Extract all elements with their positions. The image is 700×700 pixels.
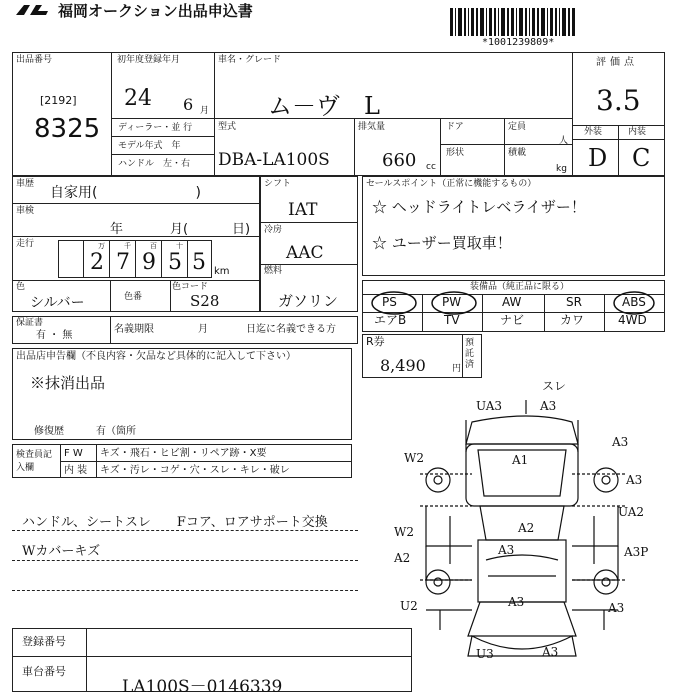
displacement-label: 排気量: [358, 122, 386, 132]
damage-mark: A3: [608, 601, 625, 615]
lot-label: 出品番号: [16, 55, 53, 65]
repair-value: 有（箇所: [96, 426, 136, 437]
first-reg-label: 初年度登録年月: [117, 55, 181, 65]
damage-mark: A3: [542, 645, 559, 659]
equip-leather: カワ: [560, 313, 585, 327]
declaration-label: 出品店申告欄（不良内容・欠品など具体的に記入して下さい）: [16, 351, 296, 362]
car-name-label: 車名・グレード: [218, 55, 282, 65]
displacement-value: 660: [382, 150, 417, 171]
inspector-label: 検査員記入欄: [16, 450, 53, 473]
damage-mark: A3: [498, 543, 515, 557]
dealer-row1: ディーラー・並 行: [118, 123, 193, 133]
dealer-row2: モデル年式 年: [118, 141, 181, 151]
mileage-unit-juu: 十: [176, 242, 183, 250]
usage-label: 車歴: [16, 179, 35, 189]
warranty-value: 有 ・ 無: [36, 330, 73, 341]
damage-mark: A3: [508, 595, 525, 609]
sales-point-block: [362, 176, 665, 276]
notes-line2: Wカバーキズ: [22, 544, 101, 559]
damage-mark: スレ: [542, 380, 567, 393]
inspector-fw-text: キズ・飛石・ヒビ割・リペア跡・X要: [100, 448, 267, 459]
equip-tv: TV: [444, 313, 460, 327]
shape-label: 形状: [446, 148, 465, 158]
sales-point-line1: ☆ ヘッドライトレベライザー！: [372, 198, 586, 216]
recycle-unit: 円: [452, 364, 462, 374]
aircon-label: 冷房: [264, 225, 283, 235]
damage-mark: A3: [626, 473, 643, 487]
exterior-label: 外装: [584, 127, 603, 137]
notes-line1: ハンドル、シートスレ Fコア、ロアサポート交換: [22, 515, 328, 530]
mileage-digit: 2: [90, 250, 104, 275]
mileage-unit-hyaku: 百: [150, 242, 157, 250]
inspection-label: 車検: [16, 206, 35, 216]
equipment-circle-marks: [362, 280, 665, 332]
period-month: 月: [198, 324, 208, 335]
mileage-unit: km: [214, 266, 230, 277]
mileage-digit: 7: [116, 250, 130, 275]
fuel-value: ガソリン: [278, 292, 339, 310]
model-value: DBA-LA100S: [218, 150, 330, 170]
damage-mark: U2: [400, 599, 418, 613]
capacity-label: 定員: [508, 122, 527, 132]
mileage-digit: 5: [192, 250, 206, 275]
fuel-label: 燃料: [264, 266, 283, 276]
recycle-side-label: 預託済: [465, 338, 475, 370]
equipment-label: 装備品（純正品に限る）: [470, 282, 570, 292]
repair-label: 修復歴: [34, 426, 64, 437]
mileage-unit-sen: 千: [124, 242, 131, 250]
sales-point-line2: ☆ ユーザー買取車！: [372, 234, 512, 252]
chassis-value: LA100S－0146339: [122, 677, 283, 697]
equip-navi: ナビ: [500, 313, 525, 327]
damage-mark: W2: [404, 451, 424, 465]
color-label: 色: [16, 282, 26, 292]
barcode: [450, 8, 576, 36]
model-label: 型式: [218, 122, 237, 132]
damage-mark: A2: [394, 551, 411, 565]
equip-airbag: エアB: [374, 313, 407, 327]
inspection-month: 月(: [170, 222, 189, 237]
chassis-label: 車台番号: [22, 665, 66, 678]
damage-mark: UA2: [618, 505, 645, 519]
first-reg-month-unit: 月: [200, 106, 210, 116]
equip-pw: PW: [442, 295, 462, 309]
damage-mark: A3: [540, 399, 557, 413]
equip-4wd: 4WD: [618, 313, 647, 327]
recycle-value: 8,490: [380, 356, 426, 375]
door-label: ドア: [446, 122, 464, 132]
damage-mark: A1: [512, 453, 529, 467]
evaluation-score: 3.5: [596, 84, 641, 117]
mileage-digit: 9: [142, 250, 156, 275]
load-unit: kg: [556, 164, 567, 174]
equip-ps: PS: [382, 295, 397, 309]
damage-mark: A2: [518, 521, 535, 535]
evaluation-label: 評価点: [596, 57, 638, 68]
color-number-label: 色番: [124, 292, 143, 302]
equip-aw: AW: [502, 295, 522, 309]
damage-mark: W2: [394, 525, 414, 539]
equip-sr: SR: [566, 295, 582, 309]
damage-mark: UA3: [476, 399, 503, 413]
mileage-digit: 5: [168, 250, 182, 275]
recycle-label: R券: [366, 335, 385, 348]
lot-small-number: [2192]: [40, 94, 77, 107]
damage-mark: A3P: [624, 545, 649, 559]
mileage-digits: [58, 240, 212, 278]
period-note: 日迄に名義できる方: [246, 324, 336, 335]
aircon-value: AAC: [286, 243, 324, 263]
sales-point-label: セールスポイント（正常に機能するもの）: [366, 179, 537, 189]
usage-value: 自家用( ): [50, 185, 201, 201]
interior-label: 内装: [628, 127, 647, 137]
shift-value: IAT: [288, 200, 318, 220]
warranty-label: 保証書: [16, 318, 44, 328]
color-code-label: 色コード: [172, 282, 209, 292]
registration-label: 登録番号: [22, 635, 66, 648]
mileage-label: 走行: [16, 239, 35, 249]
equip-abs: ABS: [622, 295, 646, 309]
period-label: 名義期限: [114, 324, 154, 335]
damage-mark: U3: [476, 647, 494, 661]
dealer-row3: ハンドル 左・右: [118, 159, 191, 169]
shift-label: シフト: [264, 179, 292, 189]
damage-mark: A3: [612, 435, 629, 449]
barcode-number: *1001239809*: [482, 37, 555, 48]
interior-grade: C: [632, 144, 651, 172]
mileage-unit-man: 万: [98, 242, 105, 250]
load-label: 積載: [508, 148, 527, 158]
declaration-text: ※抹消出品: [30, 374, 106, 392]
inspector-in-label: 内 装: [64, 465, 88, 476]
inspector-in-text: キズ・汚レ・コゲ・穴・スレ・キレ・破レ: [100, 465, 290, 476]
lot-number: 8325: [34, 114, 101, 144]
color-value: シルバー: [30, 295, 85, 311]
first-reg-year: 24: [124, 86, 152, 111]
displacement-unit: cc: [426, 162, 436, 172]
color-code: S28: [190, 292, 220, 310]
capacity-unit: 人: [559, 136, 569, 146]
form-title: 福岡オークション出品申込書: [58, 2, 253, 20]
exterior-grade: D: [588, 144, 608, 172]
first-reg-month: 6: [183, 95, 194, 114]
inspection-day: 日): [232, 222, 251, 237]
car-name-value: ム－ヴ L: [268, 92, 380, 120]
inspection-year: 年: [110, 222, 124, 237]
logo: [14, 2, 54, 16]
inspector-fw-label: F W: [64, 448, 83, 459]
car-damage-diagram: [380, 380, 690, 690]
